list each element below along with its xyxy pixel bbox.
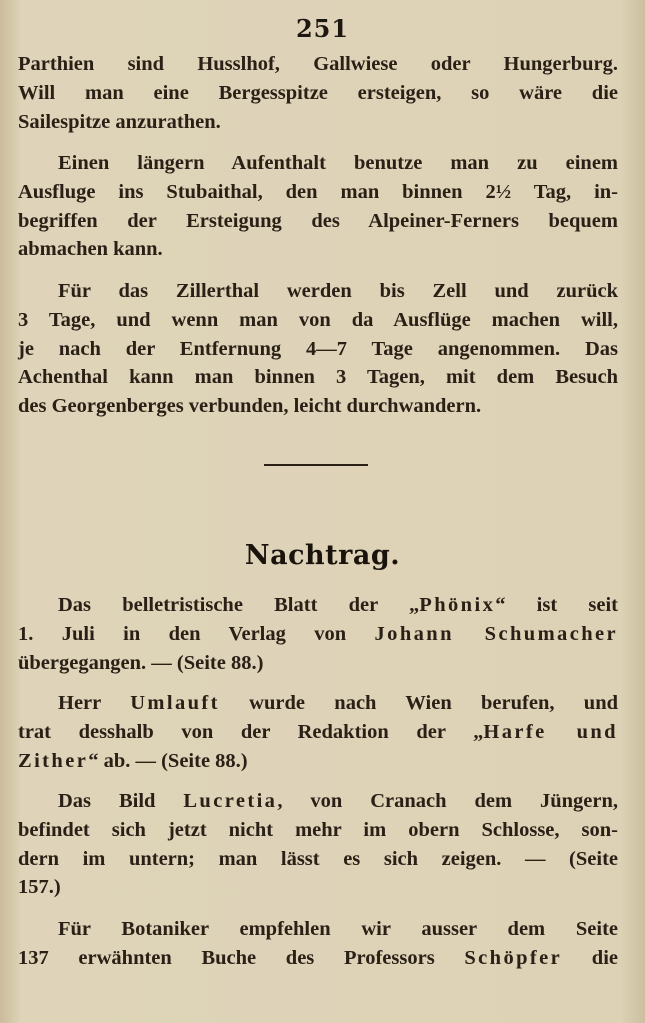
text-run: “ ist seit: [495, 594, 618, 616]
paragraph-1: [18, 50, 618, 136]
addendum-paragraph-2: [18, 689, 618, 775]
text-line: [18, 620, 618, 649]
text-run: 137 erwähnten Buche des Professors: [18, 946, 465, 969]
text-run: “ ab. — (Seite 88.): [88, 749, 248, 772]
text-line: übergegangen. — (Seite 88.): [18, 651, 264, 674]
text-line: [18, 718, 618, 747]
paragraph-3: [18, 277, 618, 421]
text-line: 3 Tage, und wenn man von da Ausflüge machen will,: [18, 308, 618, 331]
spaced-name: Lucretia: [183, 790, 278, 812]
section-heading: Nachtrag.: [244, 540, 401, 571]
section-divider: [264, 464, 368, 466]
text-run: wurde nach Wien berufen, und: [219, 692, 618, 714]
spaced-name: Zither: [18, 749, 89, 772]
text-run: Das belletristische Blatt der „: [58, 594, 420, 616]
text-run: , von Cranach dem Jüngern,: [277, 790, 618, 812]
text-line: [18, 591, 618, 620]
text-line: dern im untern; man lässt es sich zeigen. — (Seite: [18, 847, 618, 870]
text-line: begriffen der Ersteigung des Alpeiner-Ferners bequem: [18, 209, 618, 232]
text-line: 157.): [18, 876, 61, 899]
spaced-name: Phönix: [419, 594, 496, 616]
page-number: 251: [295, 14, 350, 43]
text-line: abmachen kann.: [18, 238, 163, 261]
text-line: [18, 747, 618, 776]
text-line: befindet sich jetzt nicht mehr im obern Schlosse, son-: [18, 818, 618, 841]
text-line: Achenthal kann man binnen 3 Tagen, mit dem Besuch: [18, 366, 618, 389]
text-line: Ausfluge ins Stubaithal, den man binnen 2½ Tag, in-: [18, 180, 618, 203]
addendum-paragraph-3: [18, 787, 618, 902]
text-line: Für Botaniker empfehlen wir ausser dem Seite: [58, 918, 618, 940]
spaced-name: Johann Schumacher: [374, 622, 618, 645]
text-line: Will man eine Bergesspitze ersteigen, so wäre die: [18, 81, 618, 104]
text-run: Herr: [58, 692, 131, 714]
text-line: Sailespitze anzurathen.: [18, 110, 221, 133]
text-line: je nach der Entfernung 4—7 Tage angenommen. Das: [18, 337, 618, 360]
text-line: [18, 944, 618, 973]
text-run: 1. Juli in den Verlag von: [18, 622, 375, 645]
spaced-name: Umlauft: [130, 692, 220, 714]
text-line: Einen längern Aufenthalt benutze man zu einem: [58, 152, 618, 174]
spaced-name: Harfe und: [483, 720, 618, 743]
text-run: die: [562, 946, 618, 969]
addendum-paragraph-4: [18, 915, 618, 973]
text-line: [18, 689, 618, 718]
text-line: Für das Zillerthal werden bis Zell und zurück: [58, 280, 618, 302]
text-run: Das Bild: [58, 790, 184, 812]
text-line: des Georgenberges verbunden, leicht durchwandern.: [18, 395, 482, 418]
paragraph-2: [18, 149, 618, 264]
text-line: [18, 787, 618, 816]
spaced-name: Schöpfer: [464, 946, 563, 969]
addendum-paragraph-1: [18, 591, 618, 677]
text-line: Parthien sind Husslhof, Gallwiese oder Hungerburg.: [18, 53, 618, 75]
text-run: trat desshalb von der Redaktion der „: [18, 720, 484, 743]
